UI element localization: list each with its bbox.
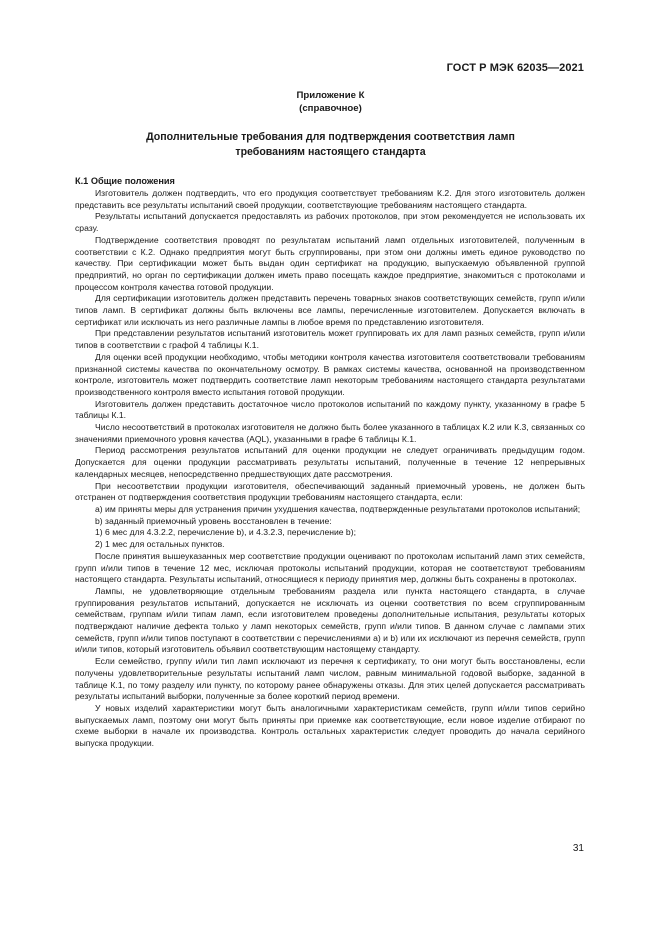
paragraph: При представлении результатов испытаний изготовитель может группировать их для ламп разных семейств, групп и/или типов в соответствии с графой 4 таблицы К.1. bbox=[75, 328, 585, 351]
paragraph: Если семейство, группу и/или тип ламп исключают из перечня к сертификату, то они могут быть восстановлены, если получены удовлетворительные результаты испытаний ламп числом, равным минимальной годовой выборке, заданной в таблице К.1, по тому разделу или пункту, по которому ранее обнаружены отказы. Для этих целей допускается рассматривать результаты испытаний выборки, полученные за более короткий период времени. bbox=[75, 656, 585, 702]
standard-code: ГОСТ Р МЭК 62035—2021 bbox=[446, 62, 584, 74]
paragraph: Изготовитель должен представить достаточное число протоколов испытаний по каждому пункту, указанному в графе 5 таблицы К.1. bbox=[75, 398, 585, 421]
list-item: b) заданный приемочный уровень восстановлен в течение: bbox=[95, 515, 332, 526]
paragraph: Лампы, не удовлетворяющие отдельным требованиям раздела или пункта настоящего стандарта, в случае группирования результатов испытаний, допускается не исключать из оценки соответствия по всем сгруппированным семействам, группам и/или типам ламп, если изготовителем проведены дополнительные испытания, результаты которых подтверждают наличие дефекта только у ламп некоторых семейств, групп и/или типов. В данном случае с лампами этих семейств, групп и/или типов поступают в соответствии с перечислениями а) и b) или их исключают из перечня семейств, групп и/или типов, который изготовитель объявил соответствующим настоящему стандарту. bbox=[75, 585, 585, 655]
paragraph: При несоответствии продукции изготовителя, обеспечивающий заданный приемочный уровень, не должен быть отстранен от подтверждения соответствия продукции требованиям настоящего стандарта, если: bbox=[75, 480, 585, 503]
title-line-1: Дополнительные требования для подтверждения соответствия ламп bbox=[146, 131, 515, 143]
paragraph: Подтверждение соответствия проводят по результатам испытаний ламп отдельных изготовителей, полученным в соответствии с К.2. Однако предприятия могут быть сгруппированы, при этом они должны иметь единое руководство по качеству. При сертификации может быть выдан один сертификат на продукцию, выпускаемую объявленной группой предприятий, но орган по сертификации должен иметь право посещать каждое предприятие, знакомиться с протоколами и процессом контроля качества готовой продукции. bbox=[75, 234, 585, 292]
paragraph: У новых изделий характеристики могут быть аналогичными характеристикам семейств, групп и/или типов серийно выпускаемых ламп, поэтому они могут быть приняты при приемке как соответствующие, если новое изделие отбирают по схеме выборки в начале их производства. Контроль остальных характеристик следует проводить до начала серийного выпуска продукции. bbox=[75, 702, 585, 749]
paragraph: Изготовитель должен подтвердить, что его продукция соответствует требованиям К.2. Для этого изготовитель должен представить все результаты испытаний своей продукции, соответствующие требованиям настоящего стандарта. bbox=[75, 188, 585, 210]
paragraph: Для сертификации изготовитель должен представить перечень товарных знаков соответствующих семейств, групп и/или типов ламп. В сертификат должны быть включены все лампы, перечисленные изготовителем. Допускается включать в сертификат или исключать из него различные лампы в любое время по представлению изготовителя. bbox=[75, 293, 585, 327]
paragraph: После принятия вышеуказанных мер соответствие продукции оценивают по протоколам испытаний ламп этих семейств, групп и/или типов в течение 12 мес, исключая протоколы испытаний продукции, которая не соответствуют требованиям настоящего стандарта. Результаты испытаний, относящиеся к периоду принятия мер, должны быть сохранены в протоколах. bbox=[75, 550, 585, 585]
paragraph: Период рассмотрения результатов испытаний для оценки продукции не следует ограничивать предыдущим годом. Допускается для оценки продукции рассматривать результаты испытаний, полученные в течение 12 непрерывных календарных месяцев, непосредственно предшествующих дате рассмотрения. bbox=[75, 445, 585, 479]
appendix-heading bbox=[0, 90, 661, 115]
list-item: 2) 1 мес для остальных пунктов. bbox=[95, 539, 225, 550]
appendix-label: Приложение К bbox=[296, 90, 365, 101]
paragraph: Число несоответствий в протоколах изготовителя не должно быть более указанного в таблицах К.2 или К.3, связанных со значениями приемочного уровня качества (AQL), указанными в графе 6 таблицы К.1. bbox=[75, 422, 585, 444]
paragraph: Для оценки всей продукции необходимо, чтобы методики контроля качества изготовителя соответствовали требованиям признанной системы качества по окончательному осмотру. В рамках системы качества, основанной на производственном контроле, изготовитель может подтвердить соответствие ламп некоторым требованиям настоящего стандарта результатами производственного контроля вместо испытания готовой продукции. bbox=[75, 351, 585, 397]
section-heading: К.1 Общие положения bbox=[75, 176, 175, 186]
appendix-title bbox=[0, 130, 661, 159]
list-item: а) им приняты меры для устранения причин ухудшения качества, подтвержденные результатами протоколов испытаний; bbox=[95, 503, 581, 514]
title-line-2: требованиям настоящего стандарта bbox=[235, 145, 426, 158]
page-number: 31 bbox=[572, 843, 584, 854]
document-body bbox=[75, 175, 585, 750]
appendix-note: (справочное) bbox=[299, 102, 362, 114]
paragraph: Результаты испытаний допускается предоставлять из рабочих протоколов, при этом рекомендуется не использовать их сразу. bbox=[75, 211, 585, 234]
list-item: 1) 6 мес для 4.3.2.2, перечисление b), и 4.3.2.3, перечисление b); bbox=[95, 527, 356, 538]
